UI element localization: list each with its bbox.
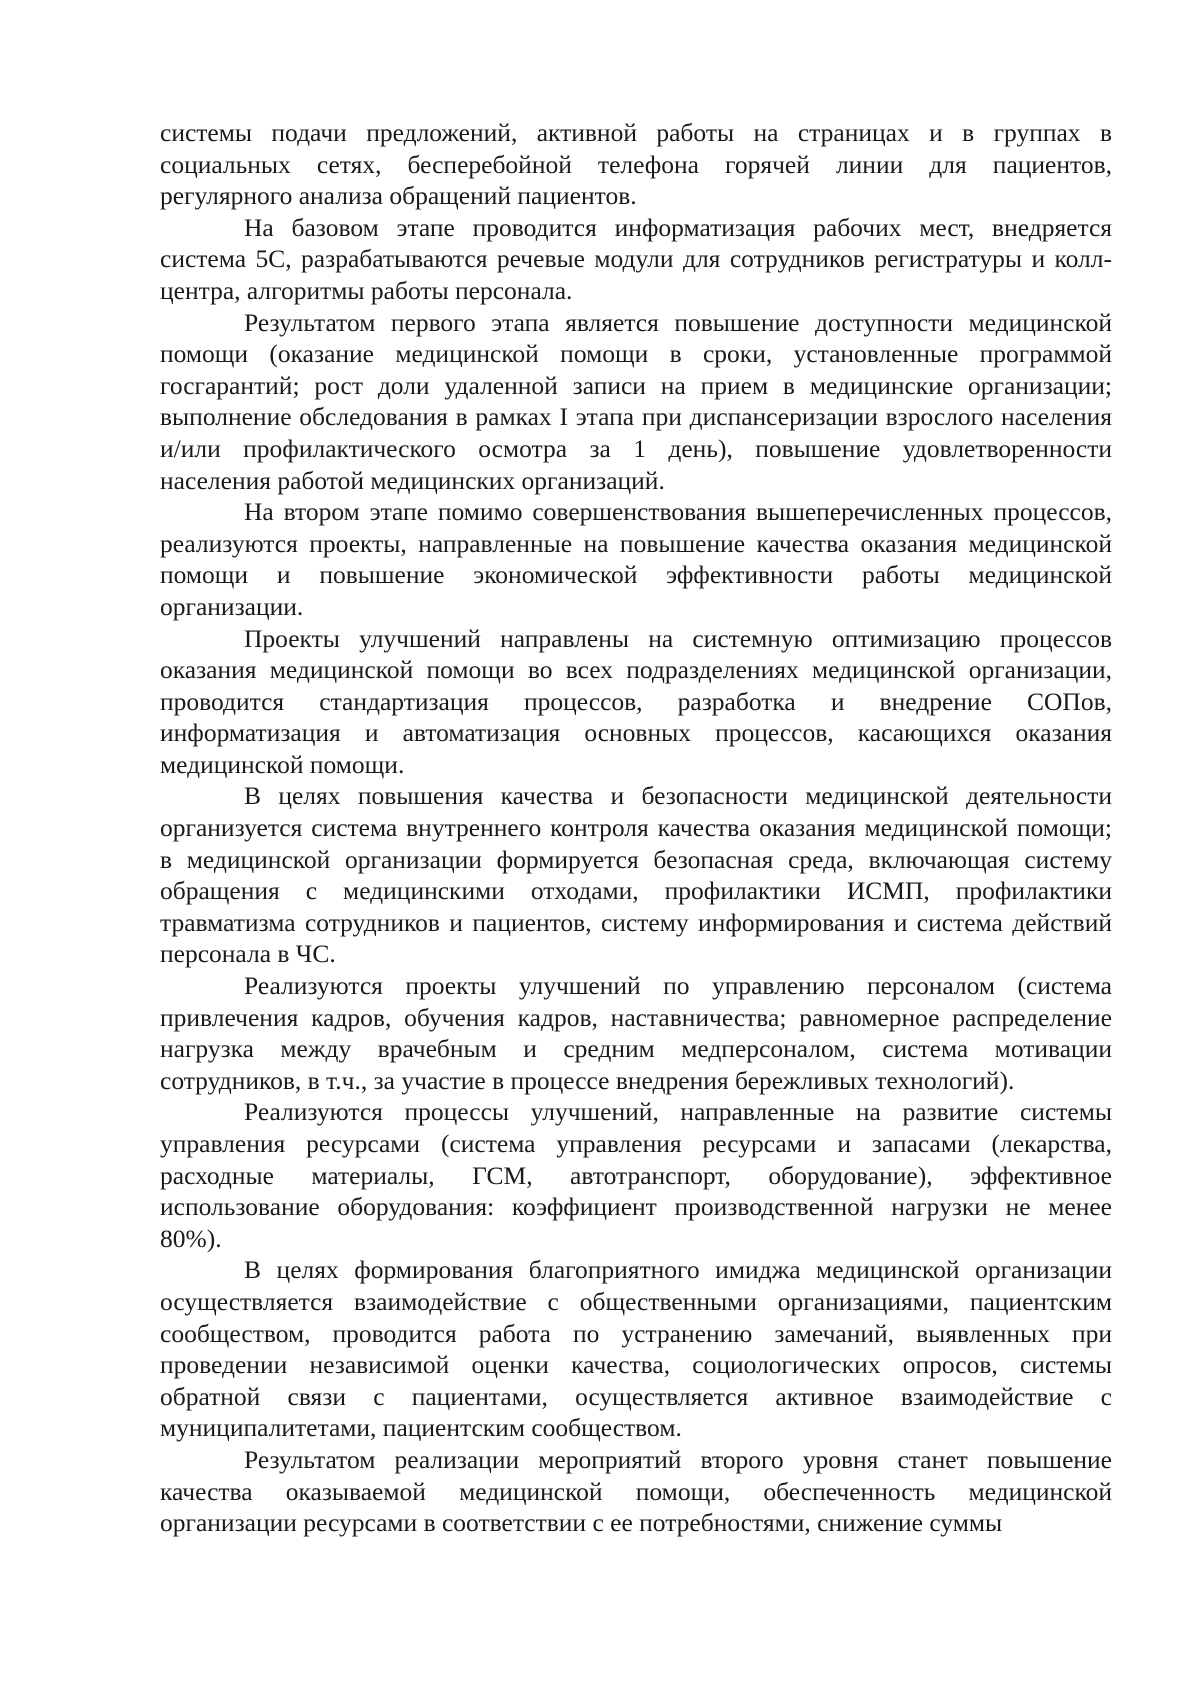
paragraph-image: В целях формирования благоприятного имиджа медицинской организации осуществляется взаимодействие с общественными организациями, пациентским сообществом, проводится работа по устранению замечаний, выявленных при проведении независимой оценки качества, социологических опросов, системы обратной связи с пациентами, осуществляется активное взаимодействие с муниципалитетами, пациентским сообществом. (160, 1255, 1112, 1443)
document-body (160, 117, 1112, 1539)
paragraph-resources: Реализуются процессы улучшений, направленные на развитие системы управления ресурсами (система управления ресурсами и запасами (лекарства, расходные материалы, ГСМ, автотранспорт, оборудование), эффективное использование оборудования: коэффициент производственной нагрузки не менее 80%). (160, 1097, 1112, 1253)
paragraph-second-level-result: Результатом реализации мероприятий второго уровня станет повышение качества оказываемой медицинской помощи, обеспеченность медицинской организации ресурсами в соответствии с ее потребностями, снижение суммы (160, 1444, 1112, 1538)
paragraph-base-stage: На базовом этапе проводится информатизация рабочих мест, внедряется система 5С, разрабатываются речевые модули для сотрудников регистратуры и колл-центра, алгоритмы работы персонала. (160, 212, 1112, 305)
paragraph-first-stage-result: Результатом первого этапа является повышение доступности медицинской помощи (оказание медицинской помощи в сроки, установленные программой госгарантий; рост доли удаленной записи на прием в медицинские организации; выполнение обследования в рамках I этапа при диспансеризации взрослого населения и/или профилактического осмотра за 1 день), повышение удовлетворенности населения работой медицинских организаций. (160, 307, 1112, 495)
paragraph-personnel: Реализуются проекты улучшений по управлению персоналом (система привлечения кадров, обучения кадров, наставничества; равномерное распределение нагрузка между врачебным и средним медперсоналом, система мотивации сотрудников, в т.ч., за участие в процессе внедрения бережливых технологий). (160, 971, 1112, 1095)
paragraph-continuation: системы подачи предложений, активной работы на страницах и в группах в социальных сетях, бесперебойной телефона горячей линии для пациентов, регулярного анализа обращений пациентов. (160, 118, 1112, 211)
paragraph-improvement-projects: Проекты улучшений направлены на системную оптимизацию процессов оказания медицинской помощи во всех подразделениях медицинской организации, проводится стандартизация процессов, разработка и внедрение СОПов, информатизация и автоматизация основных процессов, касающихся оказания медицинской помощи. (160, 623, 1112, 779)
paragraph-second-stage: На втором этапе помимо совершенствования вышеперечисленных процессов, реализуются проекты, направленные на повышение качества оказания медицинской помощи и повышение экономической эффективности работы медицинской организации. (160, 497, 1112, 621)
paragraph-quality-safety: В целях повышения качества и безопасности медицинской деятельности организуется система внутреннего контроля качества оказания медицинской помощи; в медицинской организации формируется безопасная среда, включающая систему обращения с медицинскими отходами, профилактики ИСМП, профилактики травматизма сотрудников и пациентов, систему информирования и система действий персонала в ЧС. (160, 781, 1112, 969)
